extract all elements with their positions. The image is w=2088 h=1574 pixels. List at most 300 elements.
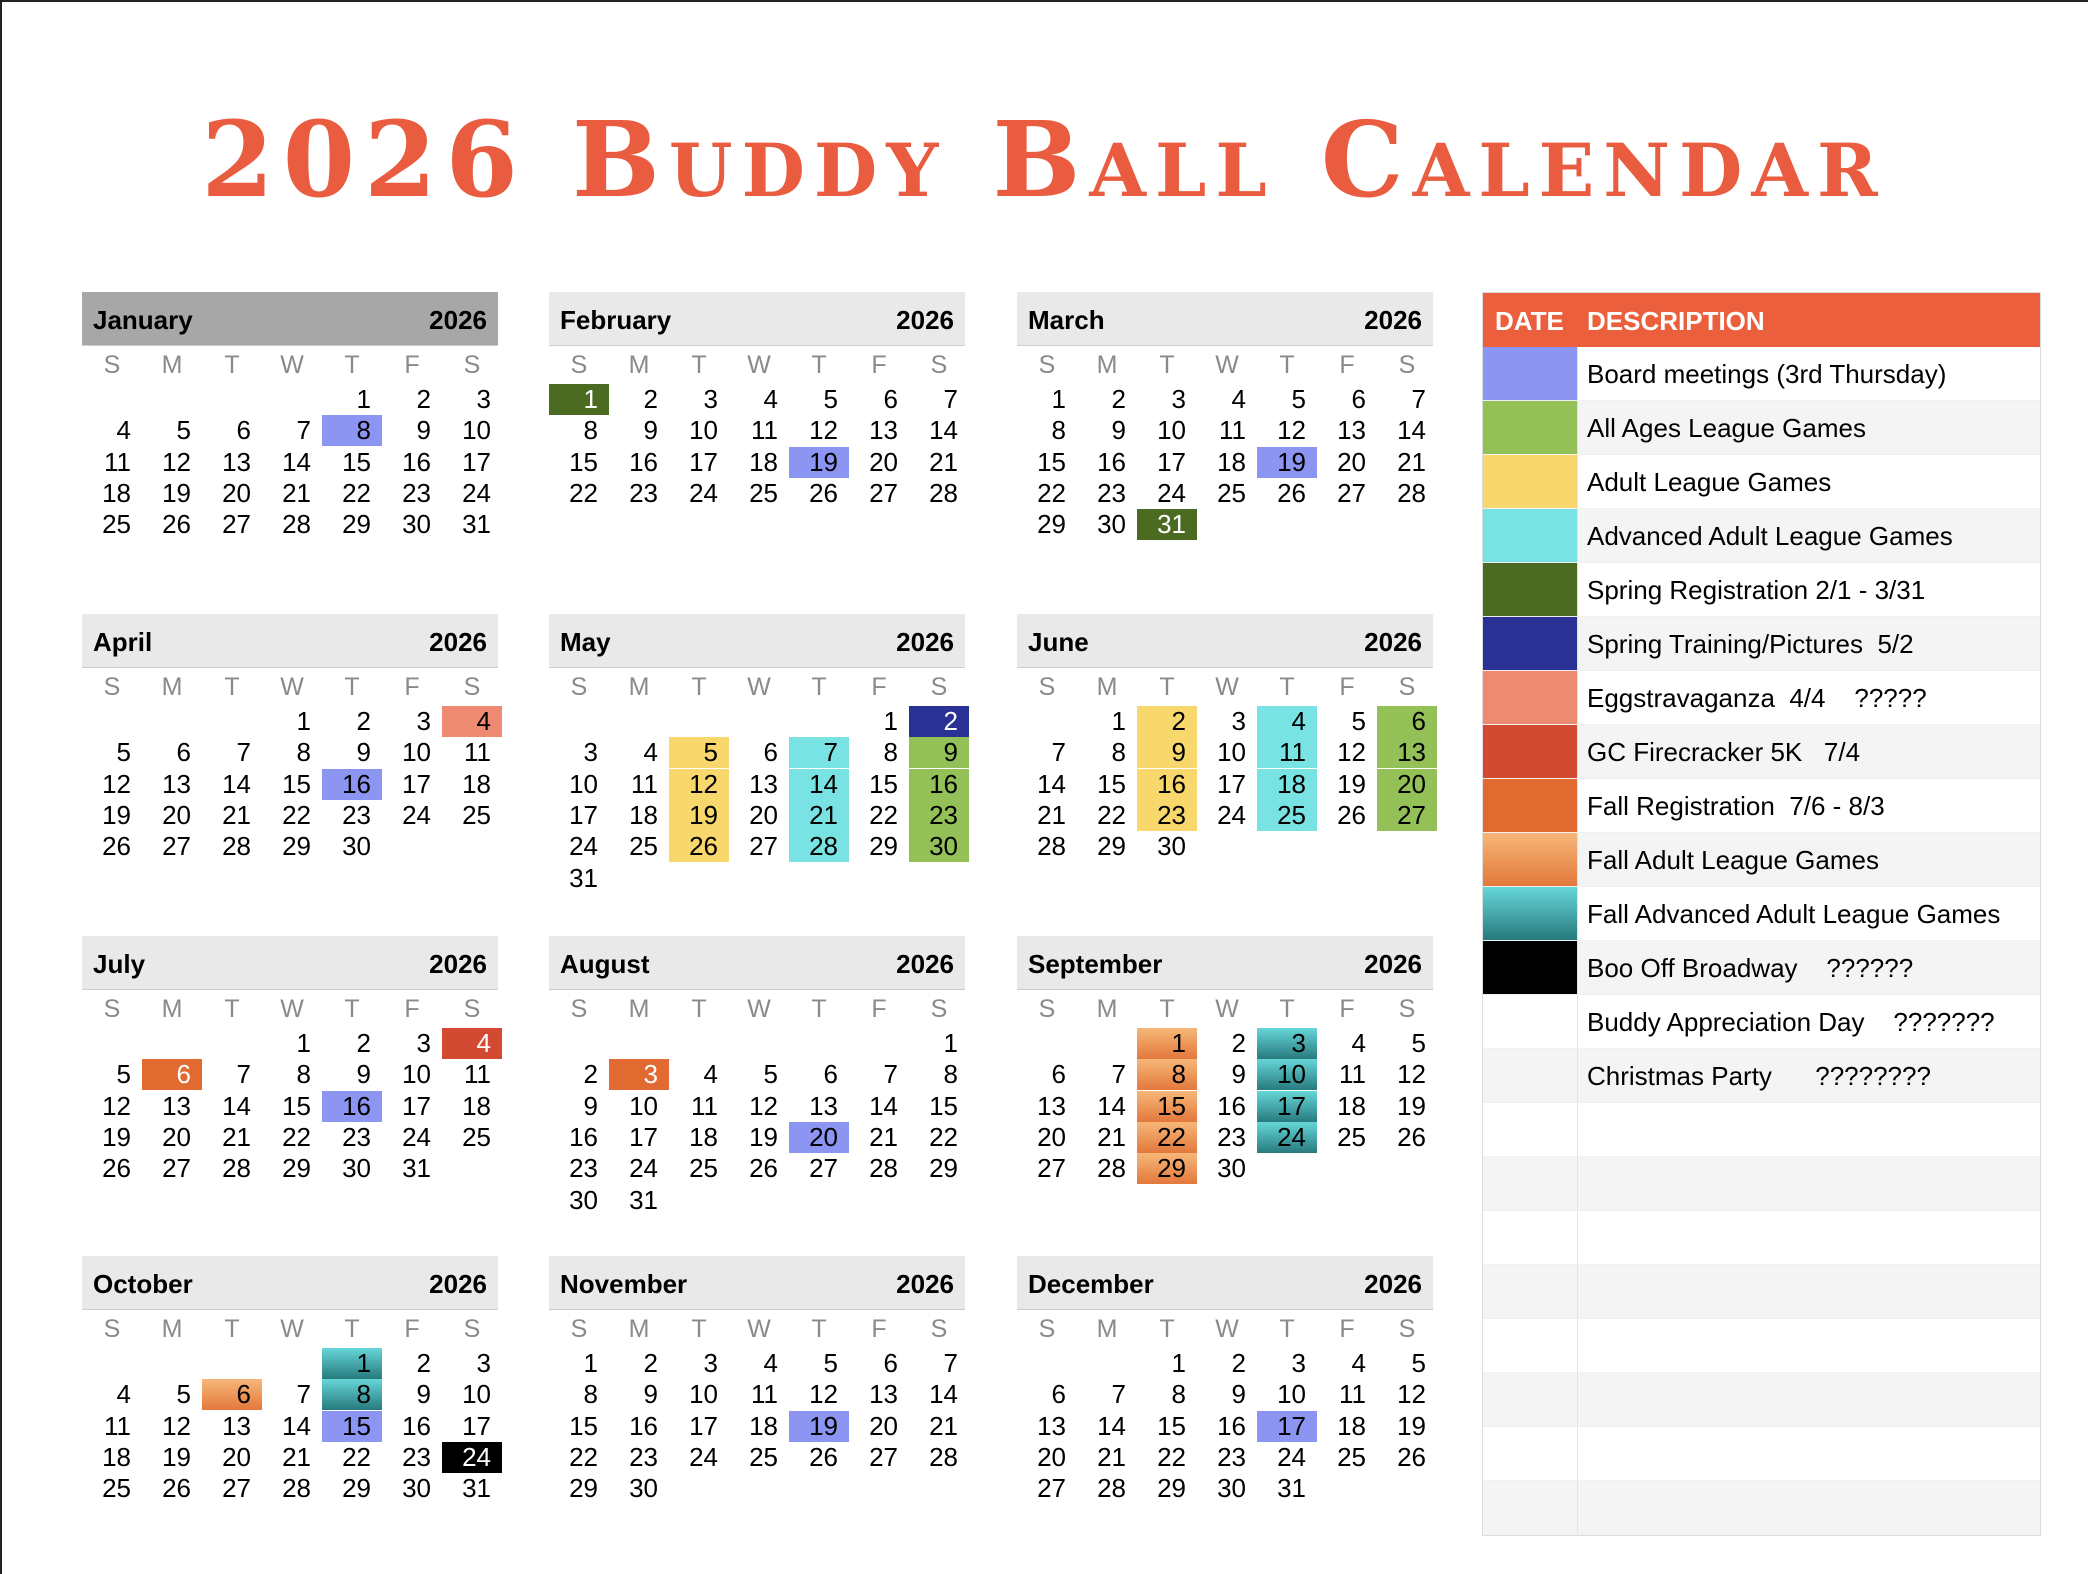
day-cell: 15 [1097,768,1126,799]
day-cell: 26 [102,1153,131,1184]
month-year: 2026 [429,949,487,979]
weekday-label: T [1279,351,1295,379]
legend-divider [1577,671,1578,724]
day-cell: 14 [1097,1090,1126,1121]
legend-swatch [1483,1265,1577,1318]
day-cell: 11 [751,1379,778,1410]
day-cell: 10 [1277,1379,1306,1410]
month-name: November [560,1269,688,1299]
weekday-label: T [691,1315,707,1343]
day-cell: 27 [1037,1153,1066,1184]
day-cell: 3 [1231,706,1246,736]
day-cell: 7 [1411,384,1426,414]
legend-description: Adult League Games [1587,467,1832,497]
weekday-label: T [691,351,707,379]
month-header [1017,614,1433,668]
day-cell: 24 [689,1441,718,1472]
day-cell: 20 [1037,1121,1066,1152]
day-cell: 25 [749,1441,778,1472]
day-cell: 28 [789,831,849,862]
legend-swatch [1483,1211,1577,1264]
day-cell: 15 [342,446,371,477]
day-cell: 11 [104,446,131,477]
day-cell: 6 [823,1059,838,1090]
legend-divider [1577,779,1578,832]
day-cell: 26 [162,509,191,540]
day-cell: 20 [162,1121,191,1152]
day-cell: 10 [462,1379,491,1410]
month-year: 2026 [896,1269,954,1299]
weekday-label: W [1215,351,1239,379]
day-cell: 5 [823,1348,838,1378]
day-cell: 16 [629,446,658,477]
month-january [82,292,498,540]
day-cell: 23 [1217,1441,1246,1472]
day-cell: 21 [1097,1121,1126,1152]
day-cell: 27 [809,1153,838,1184]
day-cell: 16 [402,1410,431,1441]
legend-description: Buddy Appreciation Day ??????? [1587,1007,1995,1037]
day-cell: 24 [442,1442,502,1473]
day-cell: 26 [1397,1121,1426,1152]
day-cell: 20 [1377,769,1437,800]
weekday-label: W [280,995,304,1023]
legend-divider [1577,563,1578,616]
weekday-label: T [344,995,360,1023]
day-cell: 4 [1351,1028,1366,1058]
month-year: 2026 [429,305,487,335]
day-cell: 23 [629,477,658,508]
day-cell: 15 [1137,1091,1197,1122]
day-cell: 3 [1291,1348,1306,1378]
month-name: April [93,627,153,657]
weekday-label: S [463,351,481,379]
weekday-label: S [1398,351,1416,379]
day-cell: 23 [1137,800,1197,831]
day-cell: 20 [162,799,191,830]
day-cell: 15 [1157,1410,1186,1441]
day-cell: 3 [703,384,718,414]
day-cell: 31 [1137,509,1197,540]
day-cell: 1 [583,1348,598,1378]
legend-swatch [1483,1319,1577,1372]
day-cell: 28 [1037,831,1066,862]
day-cell: 29 [342,1473,371,1504]
day-cell: 8 [583,415,598,446]
day-cell: 5 [176,415,191,446]
legend-row [1483,401,2040,455]
weekday-label: S [103,673,121,701]
legend-row [1483,1157,2040,1211]
legend-description: Board meetings (3rd Thursday) [1587,359,1947,389]
legend-row [1483,995,2040,1049]
page-title: 2026 Buddy Ball Calendar [201,98,1887,221]
day-cell: 5 [823,384,838,414]
legend-swatch [1483,1157,1577,1210]
day-cell: 21 [929,1410,958,1441]
legend-description-header: DESCRIPTION [1587,306,1765,336]
weekday-label: T [224,673,240,701]
day-cell: 15 [1037,446,1066,477]
legend-row [1483,779,2040,833]
day-cell: 2 [356,706,371,736]
day-cell: 13 [749,768,778,799]
day-cell: 9 [643,415,658,446]
day-cell: 9 [1231,1059,1246,1090]
weekday-label: S [1398,995,1416,1023]
day-cell: 14 [1397,415,1426,446]
day-cell: 5 [1351,706,1366,736]
day-cell: 28 [222,1153,251,1184]
legend-swatch [1483,509,1577,562]
day-cell: 1 [943,1028,958,1058]
legend-swatch [1483,1103,1577,1156]
day-cell: 30 [402,1473,431,1504]
day-cell: 12 [1337,737,1366,768]
month-header [549,936,965,990]
day-cell: 11 [751,415,778,446]
day-cell: 21 [282,477,311,508]
month-year: 2026 [1364,949,1422,979]
day-cell: 18 [462,768,491,799]
day-cell: 1 [1137,1028,1197,1059]
weekday-label: T [1159,351,1175,379]
day-cell: 22 [342,1441,371,1472]
day-cell: 16 [569,1121,598,1152]
weekday-label: S [103,995,121,1023]
day-cell: 16 [1217,1410,1246,1441]
legend-divider [1577,887,1578,940]
weekday-labels [1017,1310,1433,1348]
day-cell: 9 [356,1059,371,1090]
weekday-label: S [1038,995,1056,1023]
month-header [549,292,965,346]
day-cell: 20 [1337,446,1366,477]
month-name: August [560,949,650,979]
day-cell: 29 [342,509,371,540]
day-cell: 28 [1097,1473,1126,1504]
legend-row [1483,1427,2040,1481]
day-cell: 1 [296,1028,311,1058]
legend-swatch [1483,725,1577,778]
day-cell: 4 [703,1059,718,1090]
weekday-label: T [1159,995,1175,1023]
day-cell: 11 [1339,1379,1366,1410]
day-cell: 29 [282,1153,311,1184]
day-cell: 29 [869,831,898,862]
legend-divider [1577,995,1578,1048]
day-cell: 26 [1277,477,1306,508]
legend-swatch [1483,995,1577,1048]
day-cell: 28 [929,1441,958,1472]
day-cell: 14 [282,1410,311,1441]
day-cell: 19 [102,799,131,830]
month-march [1017,292,1433,540]
day-cell: 4 [116,1379,131,1410]
weekday-label: T [1279,995,1295,1023]
day-cell: 31 [569,862,598,893]
day-cell: 16 [1137,769,1197,800]
weekday-label: T [811,995,827,1023]
day-cell: 5 [176,1379,191,1410]
weekday-label: T [811,351,827,379]
day-cell: 27 [869,477,898,508]
day-cell: 29 [1037,509,1066,540]
day-cell: 16 [629,1410,658,1441]
day-cell: 19 [749,1121,778,1152]
month-year: 2026 [896,949,954,979]
day-cell: 6 [1377,706,1437,737]
day-cell: 7 [1051,737,1066,768]
day-cell: 25 [749,477,778,508]
day-cell: 30 [569,1184,598,1215]
day-cell: 17 [402,1090,431,1121]
legend-divider [1577,617,1578,670]
day-cell: 13 [162,1090,191,1121]
weekday-label: T [224,351,240,379]
legend-divider [1577,347,1578,400]
day-cell: 1 [1111,706,1126,736]
day-cell: 6 [142,1059,202,1090]
day-cell: 10 [1257,1059,1317,1090]
day-cell: 12 [102,768,131,799]
day-cell: 17 [689,1410,718,1441]
day-cell: 12 [162,446,191,477]
day-cell: 9 [643,1379,658,1410]
legend-description: Fall Adult League Games [1587,845,1879,875]
day-cell: 21 [929,446,958,477]
weekday-label: F [871,673,887,701]
day-cell: 21 [222,1121,251,1152]
day-cell: 19 [102,1121,131,1152]
legend-rows [1483,347,2040,1535]
day-cell: 4 [643,737,658,768]
day-cell: 17 [1257,1411,1317,1442]
weekday-label: T [691,995,707,1023]
legend-row [1483,455,2040,509]
day-cell: 26 [1397,1441,1426,1472]
day-cell: 6 [883,384,898,414]
month-year: 2026 [1364,305,1422,335]
day-cell: 21 [789,800,849,831]
day-cell: 9 [356,737,371,768]
day-cell: 22 [282,1121,311,1152]
day-cell: 8 [322,415,382,446]
weekday-label: M [161,1315,183,1343]
day-cell: 15 [929,1090,958,1121]
day-cell: 26 [1337,799,1366,830]
month-name: June [1028,627,1089,657]
day-cell: 26 [809,477,838,508]
weekday-labels [82,346,498,384]
day-cell: 4 [442,706,502,737]
month-name: September [1028,949,1163,979]
legend-swatch [1483,671,1577,724]
month-header [82,936,498,990]
day-cell: 2 [416,384,431,414]
weekday-labels [82,990,498,1028]
legend-swatch [1483,833,1577,886]
legend-divider [1577,455,1578,508]
day-cell: 7 [236,1059,251,1090]
day-cell: 21 [869,1121,898,1152]
day-cell: 25 [1337,1441,1366,1472]
weekday-label: S [1398,673,1416,701]
day-cell: 11 [464,737,491,768]
weekday-label: M [628,351,650,379]
day-cell: 9 [583,1090,598,1121]
weekday-label: S [570,995,588,1023]
day-cell: 7 [296,1379,311,1410]
day-cell: 20 [222,477,251,508]
day-cell: 7 [236,737,251,768]
month-april [82,614,498,862]
day-cell: 6 [1351,384,1366,414]
day-cell: 30 [1217,1473,1246,1504]
day-cell: 8 [1051,415,1066,446]
legend-swatch [1483,779,1577,832]
month-name: January [93,305,193,335]
day-cell: 14 [789,769,849,800]
legend-swatch [1483,455,1577,508]
day-cell: 14 [869,1090,898,1121]
day-cell: 18 [1217,446,1246,477]
day-cell: 7 [883,1059,898,1090]
day-cell: 9 [1111,415,1126,446]
day-cell: 18 [1337,1410,1366,1441]
day-cell: 10 [462,415,491,446]
day-cell: 13 [1037,1410,1066,1441]
day-cell: 5 [763,1059,778,1090]
day-cell: 17 [462,446,491,477]
day-cell: 28 [282,509,311,540]
weekday-labels [549,1310,965,1348]
day-cell: 27 [222,1473,251,1504]
legend-row [1483,617,2040,671]
day-cell: 18 [689,1121,718,1152]
day-cell: 11 [104,1410,131,1441]
day-cell: 28 [222,831,251,862]
day-cell: 10 [402,1059,431,1090]
legend-row [1483,725,2040,779]
month-august [549,936,965,1215]
legend-row [1483,1211,2040,1265]
day-cell: 20 [869,446,898,477]
day-cell: 13 [869,415,898,446]
weekday-label: W [1215,1315,1239,1343]
month-name: December [1028,1269,1154,1299]
day-cell: 25 [629,831,658,862]
day-cell: 10 [1217,737,1246,768]
weekday-label: M [1096,995,1118,1023]
day-cell: 23 [342,1121,371,1152]
weekday-label: S [930,673,948,701]
day-cell: 1 [296,706,311,736]
day-cell: 15 [569,446,598,477]
day-cell: 22 [929,1121,958,1152]
day-cell: 2 [583,1059,598,1090]
day-cell: 2 [1231,1348,1246,1378]
day-cell: 5 [116,1059,131,1090]
day-cell: 31 [402,1153,431,1184]
day-cell: 27 [222,509,251,540]
day-cell: 16 [322,1091,382,1122]
legend-description: All Ages League Games [1587,413,1866,443]
weekday-label: W [1215,995,1239,1023]
day-cell: 14 [282,446,311,477]
weekday-label: F [1339,673,1355,701]
day-cell: 2 [356,1028,371,1058]
day-cell: 25 [1337,1121,1366,1152]
day-cell: 8 [1171,1379,1186,1410]
day-cell: 7 [1111,1059,1126,1090]
weekday-label: M [628,1315,650,1343]
day-cell: 21 [1097,1441,1126,1472]
month-header [82,1256,498,1310]
month-name: October [93,1269,193,1299]
day-cell: 30 [629,1473,658,1504]
day-cell: 21 [1037,799,1066,830]
day-cell: 20 [1037,1441,1066,1472]
day-cell: 9 [909,737,969,768]
day-cell: 22 [342,477,371,508]
day-cell: 22 [569,1441,598,1472]
day-cell: 31 [629,1184,658,1215]
day-cell: 12 [809,1379,838,1410]
weekday-label: F [871,1315,887,1343]
month-year: 2026 [896,305,954,335]
month-header [1017,1256,1433,1310]
weekday-label: S [930,995,948,1023]
day-cell: 8 [883,737,898,768]
day-cell: 17 [462,1410,491,1441]
day-cell: 27 [162,1153,191,1184]
month-header [549,1256,965,1310]
weekday-label: F [871,995,887,1023]
day-cell: 6 [236,415,251,446]
day-cell: 21 [222,799,251,830]
weekday-labels [82,668,498,706]
day-cell: 9 [416,415,431,446]
day-cell: 24 [402,1121,431,1152]
month-header [82,292,498,346]
weekday-label: T [1279,673,1295,701]
day-cell: 6 [763,737,778,768]
day-cell: 13 [1337,415,1366,446]
day-cell: 15 [282,1090,311,1121]
legend-row [1483,1049,2040,1103]
day-cell: 16 [402,446,431,477]
day-cell: 4 [116,415,131,446]
day-cell: 27 [749,831,778,862]
day-cell: 24 [402,799,431,830]
day-cell: 26 [669,831,729,862]
day-cell: 22 [1137,1122,1197,1153]
day-cell: 28 [929,477,958,508]
day-cell: 17 [1217,768,1246,799]
month-year: 2026 [1364,1269,1422,1299]
day-cell: 6 [1051,1379,1066,1410]
day-cell: 22 [1097,799,1126,830]
day-cell: 28 [1097,1153,1126,1184]
day-cell: 31 [462,1473,491,1504]
day-cell: 16 [1097,446,1126,477]
day-cell: 31 [1277,1473,1306,1504]
day-cell: 29 [1097,831,1126,862]
day-cell: 4 [1351,1348,1366,1378]
day-cell: 19 [669,800,729,831]
day-cell: 11 [691,1090,718,1121]
